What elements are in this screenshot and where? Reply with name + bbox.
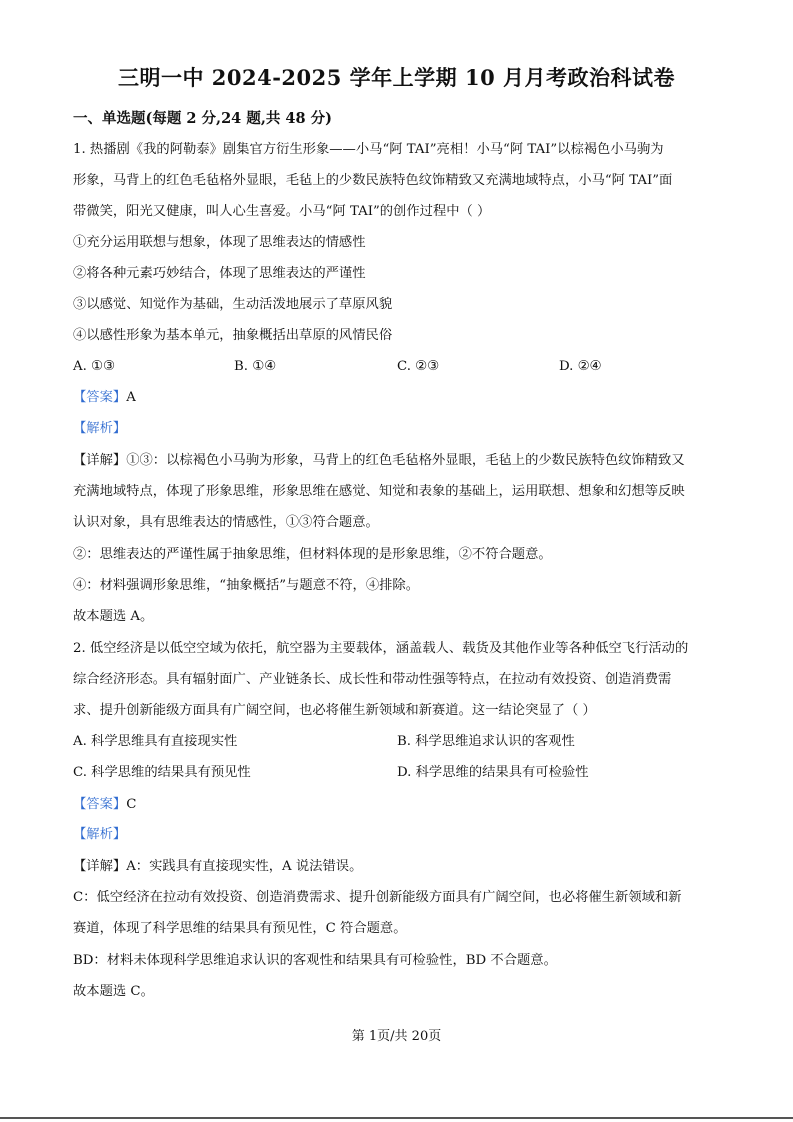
q2-stem-line: 2. 低空经济是以低空空域为依托，航空器为主要载体，涵盖载人、载货及其他作业等各种低空飞行活动的 bbox=[73, 641, 689, 656]
q2-conclusion: 故本题选 C。 bbox=[73, 984, 154, 999]
q1-option-b: B. ①④ bbox=[234, 359, 277, 374]
q1-answer bbox=[73, 389, 136, 407]
q1-detail-line: 认识对象，具有思维表达的情感性，①③符合题意。 bbox=[73, 515, 379, 530]
q1-statement: ③以感觉、知觉作为基础，生动活泼地展示了草原风貌 bbox=[73, 297, 393, 312]
q2-detail-line bbox=[73, 858, 362, 876]
q1-statement: ②将各种元素巧妙结合，体现了思维表达的严谨性 bbox=[73, 266, 366, 281]
q1-stem-line: 1. 热播剧《我的阿勒泰》剧集官方衍生形象——小马“阿 TAI”亮相！小马“阿 TAI”以棕褐色小马驹为 bbox=[73, 142, 664, 157]
answer-tag: 【答案】 bbox=[73, 390, 127, 405]
section-heading: 一、单选题(每题 2 分,24 题,共 48 分) bbox=[73, 110, 333, 127]
q2-analysis-tag: 【解析】 bbox=[73, 827, 127, 842]
detail-tag: 【详解】 bbox=[73, 453, 127, 468]
q2-option-d: D. 科学思维的结果具有可检验性 bbox=[397, 765, 589, 780]
q1-stem-line: 形象，马背上的红色毛毡格外显眼，毛毡上的少数民族特色纹饰精致又充满地域特点，小马“阿 TAI”面 bbox=[73, 173, 673, 188]
q2-option-a: A. 科学思维具有直接现实性 bbox=[73, 734, 238, 749]
answer-value: A bbox=[126, 390, 136, 405]
detail-text: ①③：以棕褐色小马驹为形象，马背上的红色毛毡格外显眼，毛毡上的少数民族特色纹饰精致又 bbox=[126, 453, 685, 468]
detail-tag: 【详解】 bbox=[73, 859, 127, 874]
q1-option-c: C. ②③ bbox=[397, 359, 439, 374]
q2-answer bbox=[73, 796, 136, 814]
q1-analysis-tag: 【解析】 bbox=[73, 421, 127, 436]
q2-stem-line: 求、提升创新能级方面具有广阔空间，也必将催生新领域和新赛道。这一结论突显了（ ） bbox=[73, 703, 596, 718]
q1-statement: ①充分运用联想与想象，体现了思维表达的情感性 bbox=[73, 235, 366, 250]
q1-detail-line: ②：思维表达的严谨性属于抽象思维，但材料体现的是形象思维，②不符合题意。 bbox=[73, 547, 552, 562]
q2-detail-line: BD：材料未体现科学思维追求认识的客观性和结果具有可检验性，BD 不合题意。 bbox=[73, 953, 557, 968]
q1-detail-line: ④：材料强调形象思维，“抽象概括”与题意不符，④排除。 bbox=[73, 578, 420, 593]
page-number: 第 1页/共 20页 bbox=[351, 1029, 442, 1044]
q2-option-b: B. 科学思维追求认识的客观性 bbox=[397, 734, 575, 749]
answer-tag: 【答案】 bbox=[73, 797, 127, 812]
q2-stem-line: 综合经济形态。具有辐射面广、产业链条长、成长性和带动性强等特点，在拉动有效投资、创造消费需 bbox=[73, 672, 672, 687]
q2-option-c: C. 科学思维的结果具有预见性 bbox=[73, 765, 251, 780]
q1-conclusion: 故本题选 A。 bbox=[73, 609, 154, 624]
q1-option-d: D. ②④ bbox=[559, 359, 602, 374]
exam-title: 三明一中 2024-2025 学年上学期 10 月月考政治科试卷 bbox=[117, 65, 676, 90]
detail-text: A：实践具有直接现实性，A 说法错误。 bbox=[126, 859, 363, 874]
bottom-divider bbox=[0, 1117, 793, 1119]
q1-detail-line bbox=[73, 452, 685, 470]
q2-detail-line: 赛道，体现了科学思维的结果具有预见性，C 符合题意。 bbox=[73, 921, 407, 936]
answer-value: C bbox=[126, 797, 137, 812]
q1-option-a: A. ①③ bbox=[73, 359, 115, 374]
q1-statement: ④以感性形象为基本单元，抽象概括出草原的风情民俗 bbox=[73, 328, 393, 343]
q1-stem-line: 带微笑，阳光又健康，叫人心生喜爱。小马“阿 TAI”的创作过程中（ ） bbox=[73, 204, 491, 219]
q1-detail-line: 充满地域特点，体现了形象思维，形象思维在感觉、知觉和表象的基础上，运用联想、想象和幻想等反映 bbox=[73, 484, 685, 499]
q2-detail-line: C：低空经济在拉动有效投资、创造消费需求、提升创新能级方面具有广阔空间，也必将催生新领域和新 bbox=[73, 890, 682, 905]
